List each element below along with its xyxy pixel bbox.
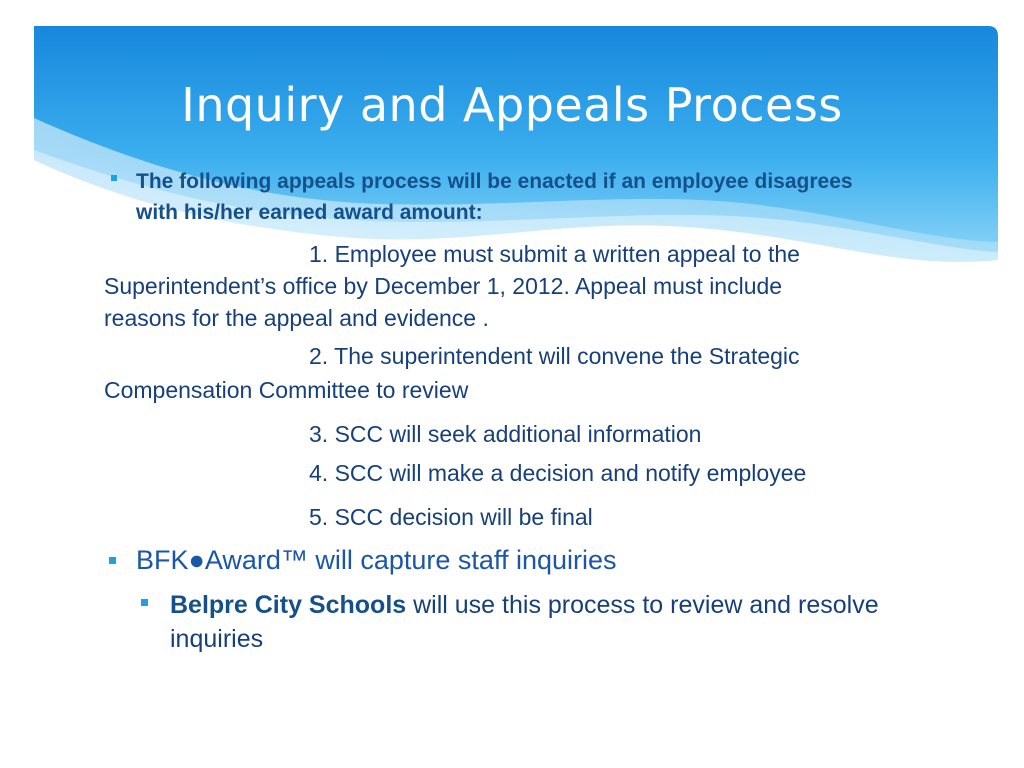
bullet-square-icon: [111, 175, 117, 181]
slide-title: Inquiry and Appeals Process: [181, 78, 843, 132]
step-1-line-3: reasons for the appeal and evidence .: [104, 305, 489, 331]
step-2-line-1: 2. The superintendent will convene the Strategic: [309, 343, 800, 369]
step-2-line-2: Compensation Committee to review: [104, 377, 469, 403]
step-5: 5. SCC decision will be final: [309, 504, 593, 530]
bfk-award-bullet: BFK●Award™ will capture staff inquiries: [136, 545, 617, 575]
belpre-city-schools-label: Belpre City Schools: [170, 591, 407, 619]
step-4: 4. SCC will make a decision and notify employee: [309, 460, 807, 486]
step-3: 3. SCC will seek additional information: [309, 421, 702, 447]
bullet-square-icon: [141, 599, 148, 606]
step-1: [104, 238, 984, 334]
intro-text: The following appeals process will be enacted if an employee disagrees with his/her earned award amount:: [136, 170, 853, 224]
step-1-line-1: 1. Employee must submit a written appeal to the: [309, 241, 800, 267]
bullet-square-icon: [109, 557, 116, 564]
belpre-sub-bullet: [170, 588, 970, 656]
step-1-line-2: Superintendent’s office by December 1, 2012. Appeal must include: [104, 273, 783, 299]
step-2: [104, 340, 984, 406]
belpre-sub-bullet-text: will use this process to review and resolve inquiries: [170, 591, 879, 653]
